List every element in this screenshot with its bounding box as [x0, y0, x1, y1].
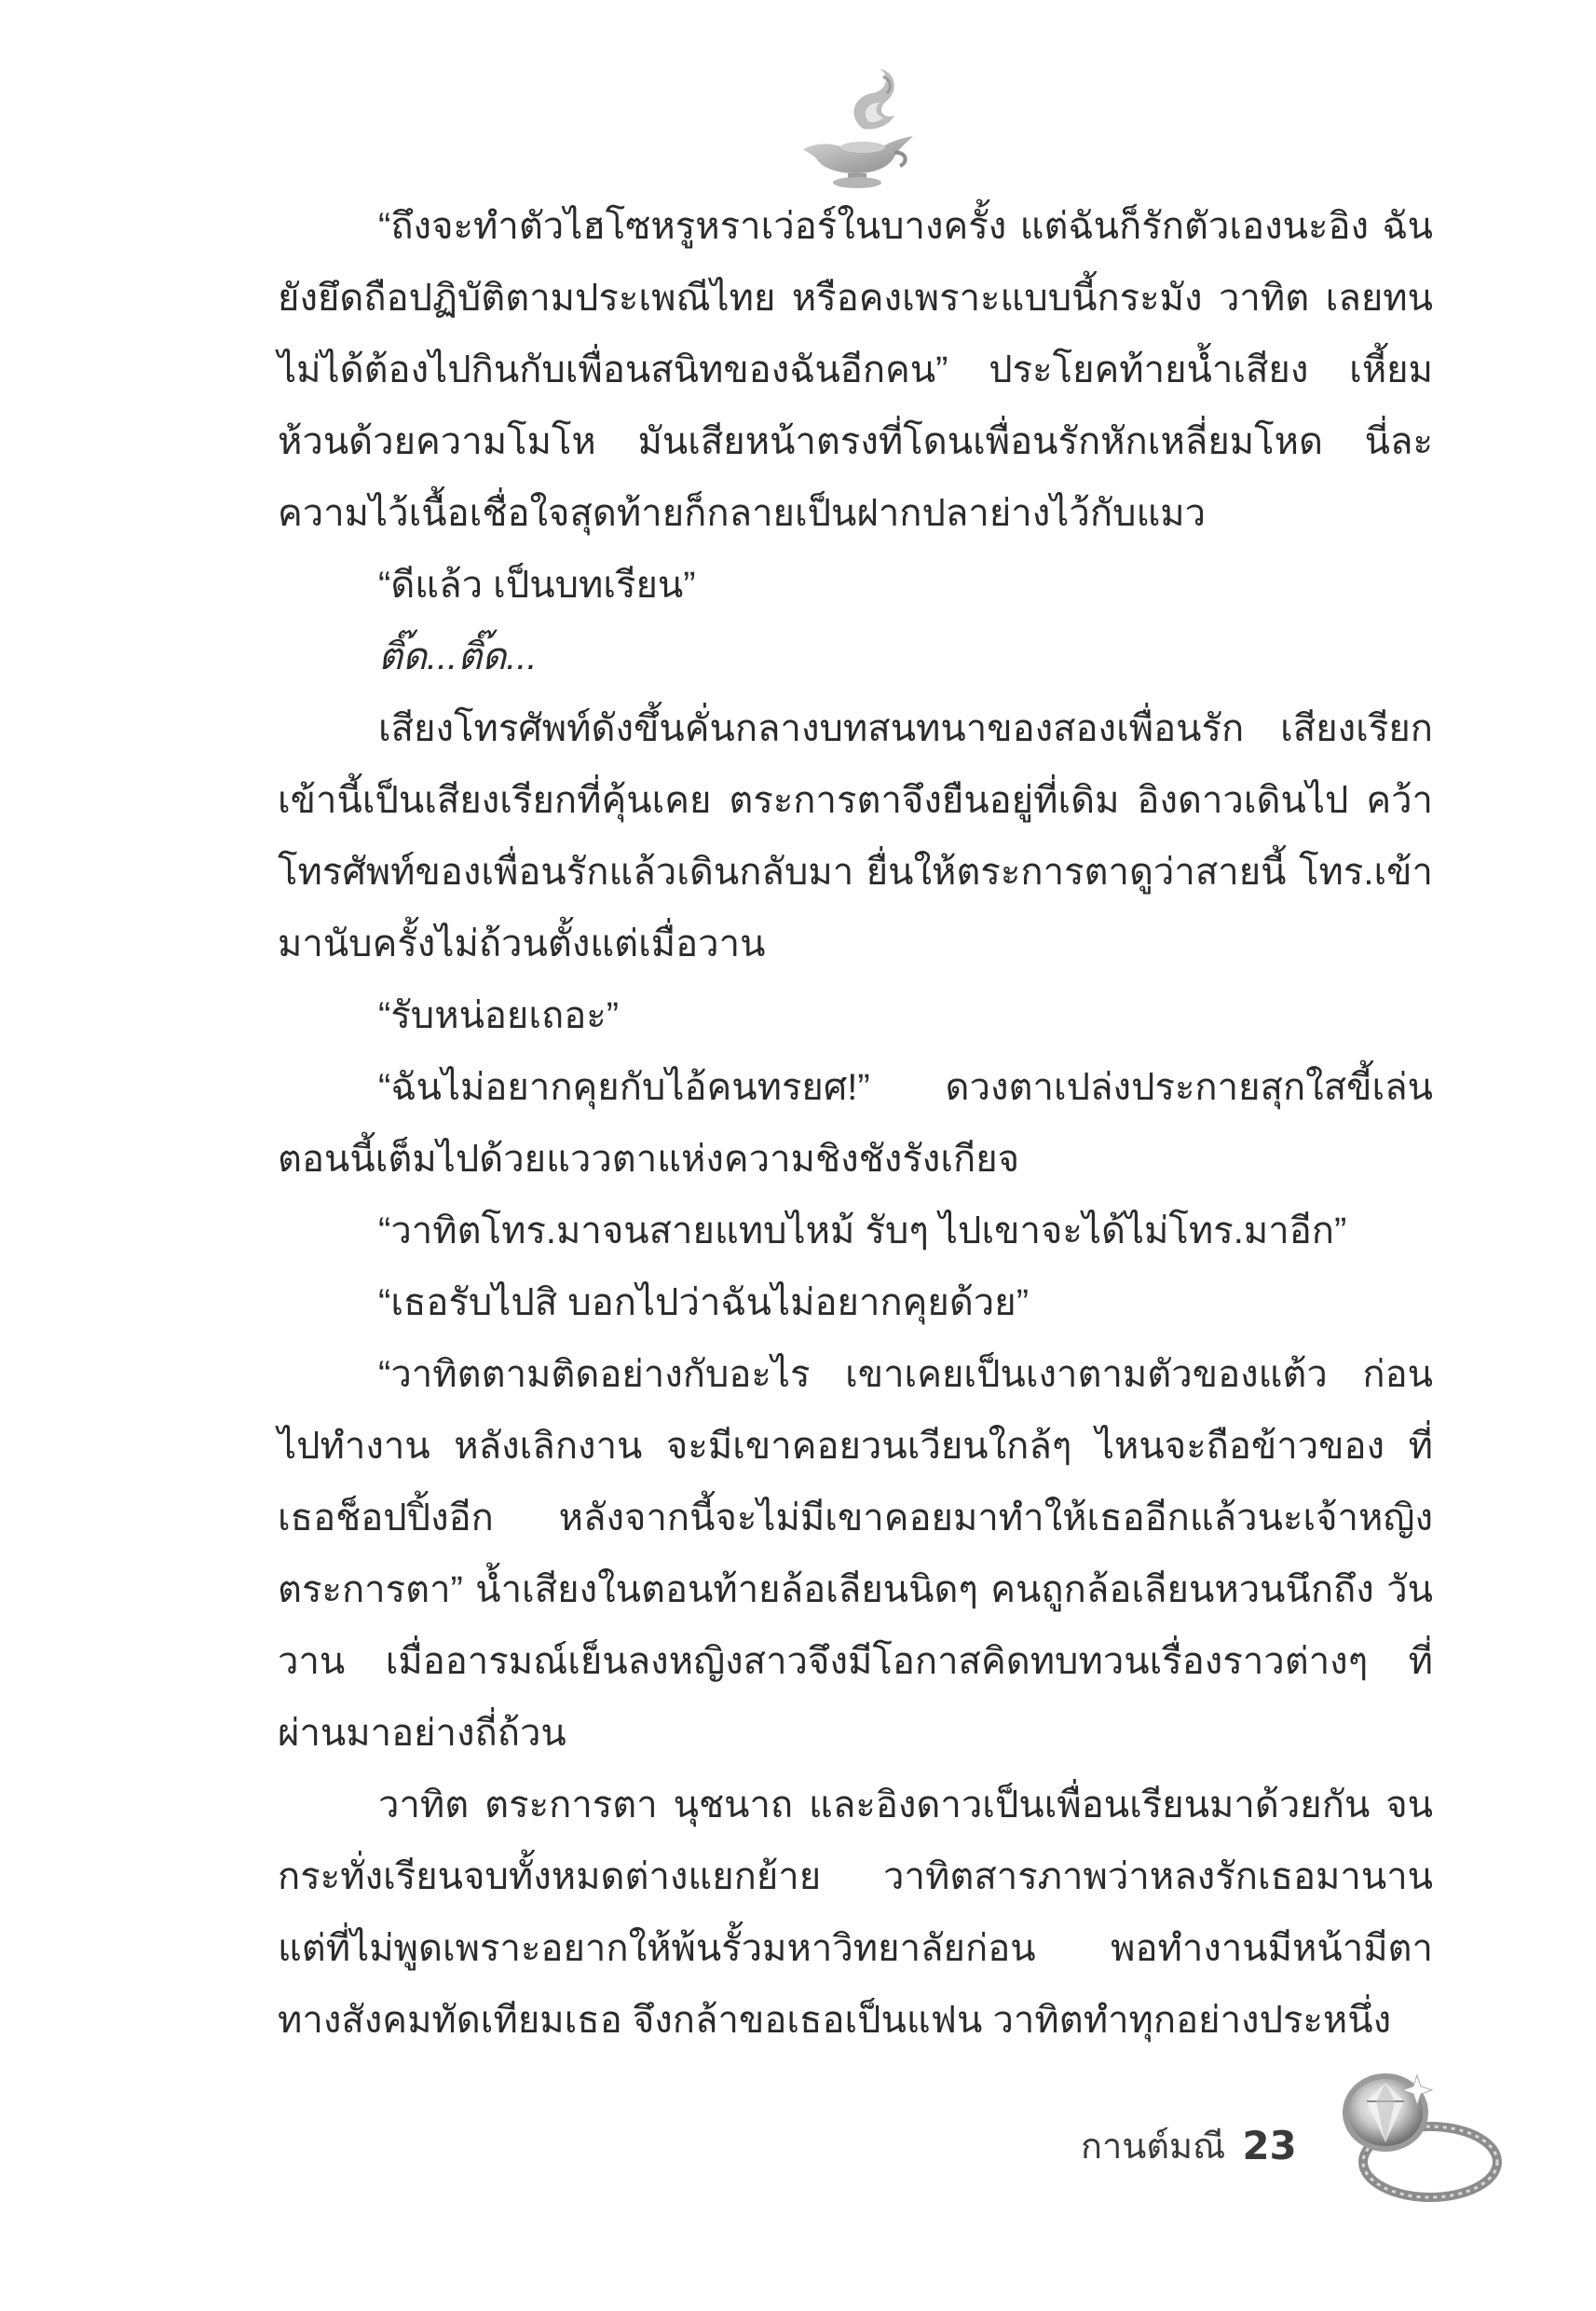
genie-lamp-icon: [790, 63, 921, 194]
diamond-ring-icon: [1328, 2055, 1514, 2213]
paragraph: “ถึงจะทำตัวไฮโซหรูหราเว่อร์ในบางครั้ง แต่ฉันก็รักตัวเองนะอิง ฉันยังยึดถือปฏิบัติตามประเพณีไทย หรือคงเพราะแบบนี้กระมัง วาทิต เลยทนไม่ได้ต้องไปกินกับเพื่อนสนิทของฉันอีกคน” ประโยคท้ายน้ำเสียง เหี้ยมห้วนด้วยความโมโห มันเสียหน้าตรงที่โดนเพื่อนรักหักเหลี่ยมโหด นี่ละ ความไว้เนื้อเชื่อใจสุดท้ายก็กลายเป็นฝากปลาย่างไว้กับแมว: [278, 206, 1433, 534]
body-text: [278, 191, 1433, 2057]
paragraph: “วาทิตโทร.มาจนสายแทบไหม้ รับๆ ไปเขาจะได้ไม่โทร.มาอีก”: [378, 1210, 1347, 1251]
paragraph: เสียงโทรศัพท์ดังขึ้นคั่นกลางบทสนทนาของสองเพื่อนรัก เสียงเรียก เข้านี้เป็นเสียงเรียกที่คุ้นเคย ตระการตาจึงยืนอยู่ที่เดิม อิงดาวเดินไป คว้าโทรศัพท์ของเพื่อนรักแล้วเดินกลับมา ยื่นให้ตระการตาดูว่าสายนี้ โทร.เข้ามานับครั้งไม่ถ้วนตั้งแต่เมื่อวาน: [278, 708, 1433, 964]
page-footer: [1081, 2108, 1297, 2182]
paragraph: “รับหน่อยเถอะ”: [378, 995, 620, 1036]
paragraph: “ดีแล้ว เป็นบทเรียน”: [378, 565, 696, 606]
paragraph: “วาทิตตามติดอย่างกับอะไร เขาเคยเป็นเงาตามตัวของแต้ว ก่อน ไปทำงาน หลังเลิกงาน จะมีเขาคอยวนเวียนใกล้ๆ ไหนจะถือข้าวของ ที่เธอช็อปปิ้งอีก หลังจากนี้จะไม่มีเขาคอยมาทำให้เธออีกแล้วนะเจ้าหญิง ตระการตา” น้ำเสียงในตอนท้ายล้อเลียนนิดๆ คนถูกล้อเลียนหวนนึกถึง วันวาน เมื่ออารมณ์เย็นลงหญิงสาวจึงมีโอกาสคิดทบทวนเรื่องราวต่างๆ ที่ผ่านมาอย่างถี่ถ้วน: [278, 1354, 1433, 1754]
paragraph-sound-effect: ติ๊ด...ติ๊ด...: [378, 636, 538, 677]
paragraph: วาทิต ตระการตา นุชนาถ และอิงดาวเป็นเพื่อนเรียนมาด้วยกัน จนกระทั่งเรียนจบทั้งหมดต่างแยกย้าย วาทิตสารภาพว่าหลงรักเธอมานาน แต่ที่ไม่พูดเพราะอยากให้พ้นรั้วมหาวิทยาลัยก่อน พอทำงานมีหน้ามีตา ทางสังคมทัดเทียมเธอ จึงกล้าขอเธอเป็นแฟน วาทิตทำทุกอย่างประหนึ่ง: [278, 1785, 1433, 2041]
running-title: กานต์มณี: [1081, 2125, 1226, 2167]
paragraph: “ฉันไม่อยากคุยกับไอ้คนทรยศ!” ดวงตาเปล่งประกายสุกใสขี้เล่น ตอนนี้เต็มไปด้วยแววตาแห่งความชิงชังรังเกียจ: [278, 1067, 1433, 1180]
page-number: 23: [1242, 2122, 1297, 2168]
paragraph: “เธอรับไปสิ บอกไปว่าฉันไม่อยากคุยด้วย”: [378, 1282, 1030, 1323]
